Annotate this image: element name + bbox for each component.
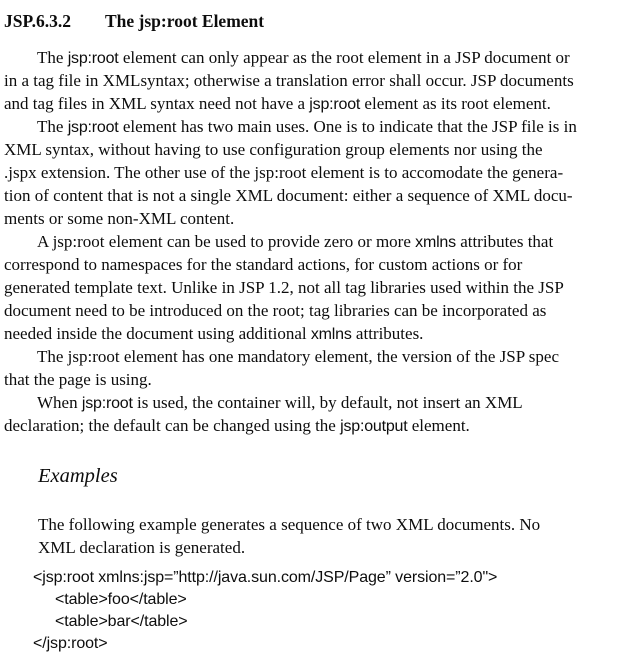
text-line <box>4 368 631 391</box>
paragraph <box>4 391 631 437</box>
text-segment: The jsp:root element has one mandatory element, the version of the JSP spec <box>37 347 559 366</box>
body-text <box>4 46 631 437</box>
code-block <box>33 567 631 655</box>
text-line <box>4 414 631 437</box>
text-segment: element. <box>407 416 470 435</box>
text-line <box>4 276 631 299</box>
text-line <box>4 345 631 368</box>
inline-code-token: jsp:root <box>81 395 133 412</box>
text-segment: document need to be introduced on the root; tag libraries can be incorporated as <box>4 301 547 320</box>
text-line <box>4 184 631 207</box>
paragraph <box>4 115 631 230</box>
inline-code-token: jsp:output <box>340 418 408 435</box>
paragraph <box>4 46 631 115</box>
code-line: <table>foo</table> <box>55 591 187 608</box>
text-segment: tion of content that is not a single XML document: either a sequence of XML docu- <box>4 186 573 205</box>
examples-heading: Examples <box>38 465 118 487</box>
text-segment: ments or some non-XML content. <box>4 209 235 228</box>
text-segment: that the page is using. <box>4 370 152 389</box>
inline-code-token: jsp:root <box>67 50 119 67</box>
text-segment: and tag files in XML syntax need not have a <box>4 94 310 113</box>
text-segment: element can only appear as the root element in a JSP document or <box>118 48 570 67</box>
section-title: The jsp:root Element <box>105 11 265 31</box>
text-segment: XML syntax, without having to use configuration group elements nor using the <box>4 140 543 159</box>
code-line: </jsp:root> <box>33 635 108 652</box>
text-segment: declaration; the default can be changed using the <box>4 416 341 435</box>
section-number: JSP.6.3.2 <box>4 11 71 31</box>
text-segment: element has two main uses. One is to indicate that the JSP file is in <box>118 117 577 136</box>
text-segment: attributes. <box>351 324 424 343</box>
paragraph <box>4 345 631 391</box>
code-line: <table>bar</table> <box>55 613 188 630</box>
text-line <box>4 299 631 322</box>
paragraph <box>4 230 631 345</box>
inline-code-token: jsp:root <box>67 119 119 136</box>
text-segment: When <box>37 393 82 412</box>
text-line: The following example generates a sequence of two XML documents. No <box>38 515 541 534</box>
text-line <box>4 207 631 230</box>
text-segment: element as its root element. <box>360 94 551 113</box>
text-segment: correspond to namespaces for the standard actions, for custom actions or for <box>4 255 523 274</box>
text-segment: .jspx extension. The other use of the jsp:root element is to accomodate the genera- <box>4 163 564 182</box>
text-line <box>4 69 631 92</box>
text-line <box>4 391 631 414</box>
text-line <box>4 230 631 253</box>
text-segment: attributes that <box>455 232 554 251</box>
text-line: XML declaration is generated. <box>38 538 246 557</box>
text-line <box>4 253 631 276</box>
text-segment: needed inside the document using additional <box>4 324 311 343</box>
text-segment: is used, the container will, by default, not insert an XML <box>132 393 523 412</box>
inline-code-token: xmlns <box>415 234 456 251</box>
text-segment: The <box>37 117 68 136</box>
text-line <box>4 92 631 115</box>
text-line <box>4 138 631 161</box>
examples-intro <box>38 513 631 559</box>
text-segment: in a tag file in XMLsyntax; otherwise a translation error shall occur. JSP documents <box>4 71 574 90</box>
text-line <box>4 322 631 345</box>
text-line <box>4 161 631 184</box>
text-segment: The <box>37 48 68 67</box>
text-line <box>4 46 631 69</box>
inline-code-token: jsp:root <box>309 96 361 113</box>
text-line <box>4 115 631 138</box>
text-segment: A jsp:root element can be used to provide zero or more <box>37 232 416 251</box>
text-segment: generated template text. Unlike in JSP 1.2, not all tag libraries used within the JSP <box>4 278 564 297</box>
inline-code-token: xmlns <box>310 326 352 343</box>
section-heading <box>4 9 631 33</box>
code-line: <jsp:root xmlns:jsp=”http://java.sun.com/JSP/Page” version=”2.0"> <box>33 569 498 586</box>
